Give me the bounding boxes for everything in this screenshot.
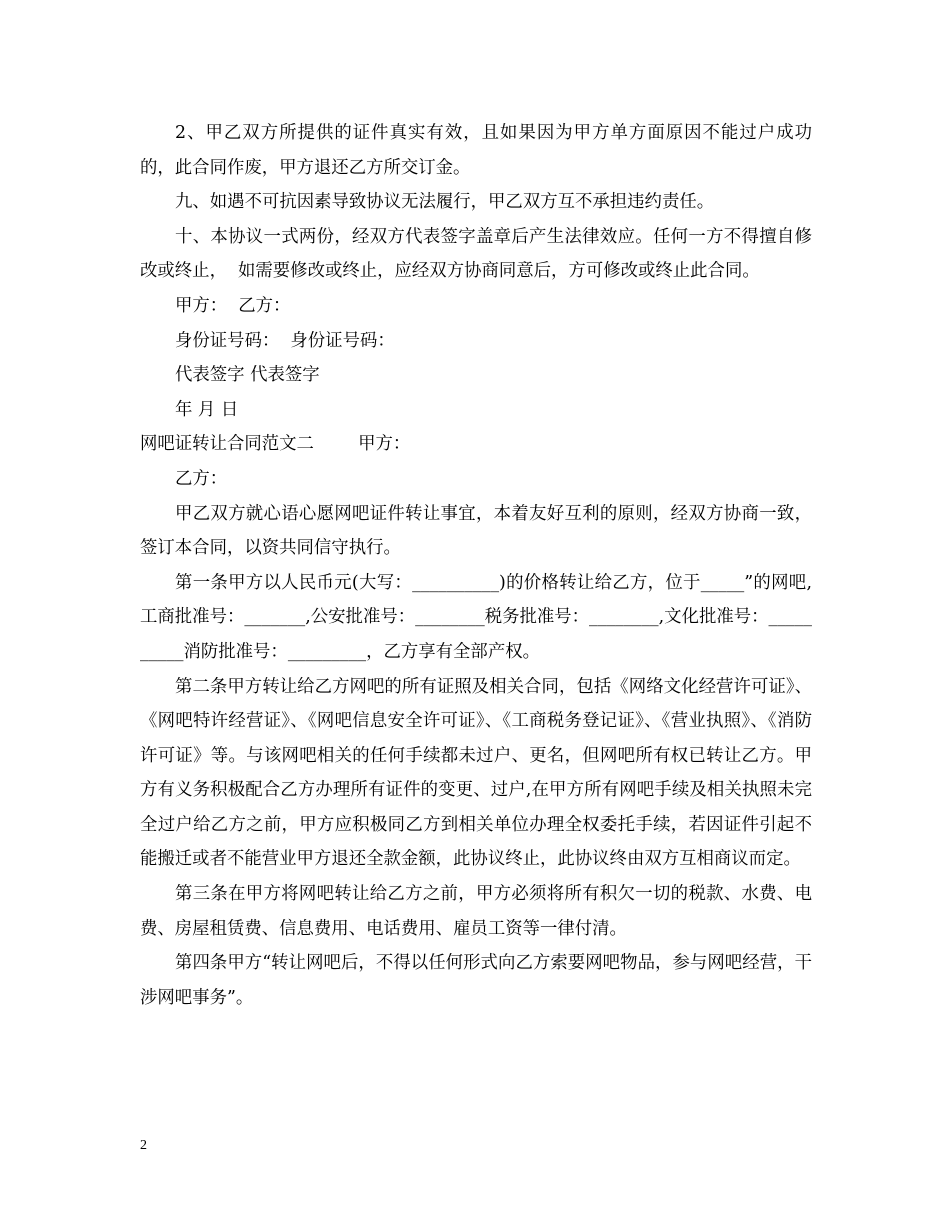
- document-body: [140, 116, 812, 1015]
- paragraph-article-1: 第一条甲方以人民币元(大写：__________)的价格转让给乙方，位于_____”的网吧,工商批准号：_______,公安批准号：________税务批准号：________,文化批准号：__________消防批准号：_________，乙方享有全部产权。: [140, 572, 812, 662]
- paragraph-preamble: 甲乙双方就心语心愿网吧证件转让事宜，本着友好互利的原则，经双方协商一致，签订本合同，以资共同信守执行。: [140, 503, 812, 559]
- signature-representative-line: 代表签字 代表签字: [175, 365, 320, 386]
- paragraph-clause-2: 2、甲乙双方所提供的证件真实有效，且如果因为甲方单方面原因不能过户成功的，此合同作废，甲方退还乙方所交订金。: [140, 123, 812, 178]
- paragraph-clause-10: 十、本协议一式两份，经双方代表签字盖章后产生法律效应。任何一方不得擅自修改或终止， 如需要修改或终止，应经双方协商同意后，方可修改或终止此合同。: [140, 226, 812, 282]
- paragraph-article-4: 第四条甲方“转让网吧后，不得以任何形式向乙方索要网吧物品，参与网吧经营，干涉网吧事务”。: [140, 953, 812, 1008]
- paragraph-article-2: 第二条甲方转让给乙方网吧的所有证照及相关合同，包括《网络文化经营许可证》、《网吧特许经营证》、《网吧信息安全许可证》、《工商税务登记证》、《营业执照》、《消防许可证》等。与该网吧相关的任何手续都未过户、更名，但网吧所有权已转让乙方。甲方有义务积极配合乙方办理所有证件的变更、过户,在甲方所有网吧手续及相关执照未完全过户给乙方之前，甲方应积极同乙方到相关单位办理全权委托手续，若因证件引起不能搬迁或者不能营业甲方退还全款金额，此协议终止，此协议终由双方互相商议而定。: [140, 676, 812, 870]
- signature-date-line: 年 月 日: [175, 399, 239, 420]
- section-title-sample-two: 网吧证转让合同范文二 甲方：: [140, 434, 411, 455]
- signature-id-line: 身份证号码： 身份证号码：: [175, 330, 395, 351]
- page-number: 2: [140, 1138, 147, 1153]
- paragraph-clause-9: 九、如遇不可抗因素导致协议无法履行，甲乙双方互不承担违约责任。: [175, 192, 715, 213]
- signature-party-line: 甲方： 乙方：: [175, 295, 291, 316]
- party-b-line: 乙方：: [175, 468, 228, 489]
- paragraph-article-3: 第三条在甲方将网吧转让给乙方之前，甲方必须将所有积欠一切的税款、水费、电费、房屋租赁费、信息费用、电话费用、雇员工资等一律付清。: [140, 884, 812, 939]
